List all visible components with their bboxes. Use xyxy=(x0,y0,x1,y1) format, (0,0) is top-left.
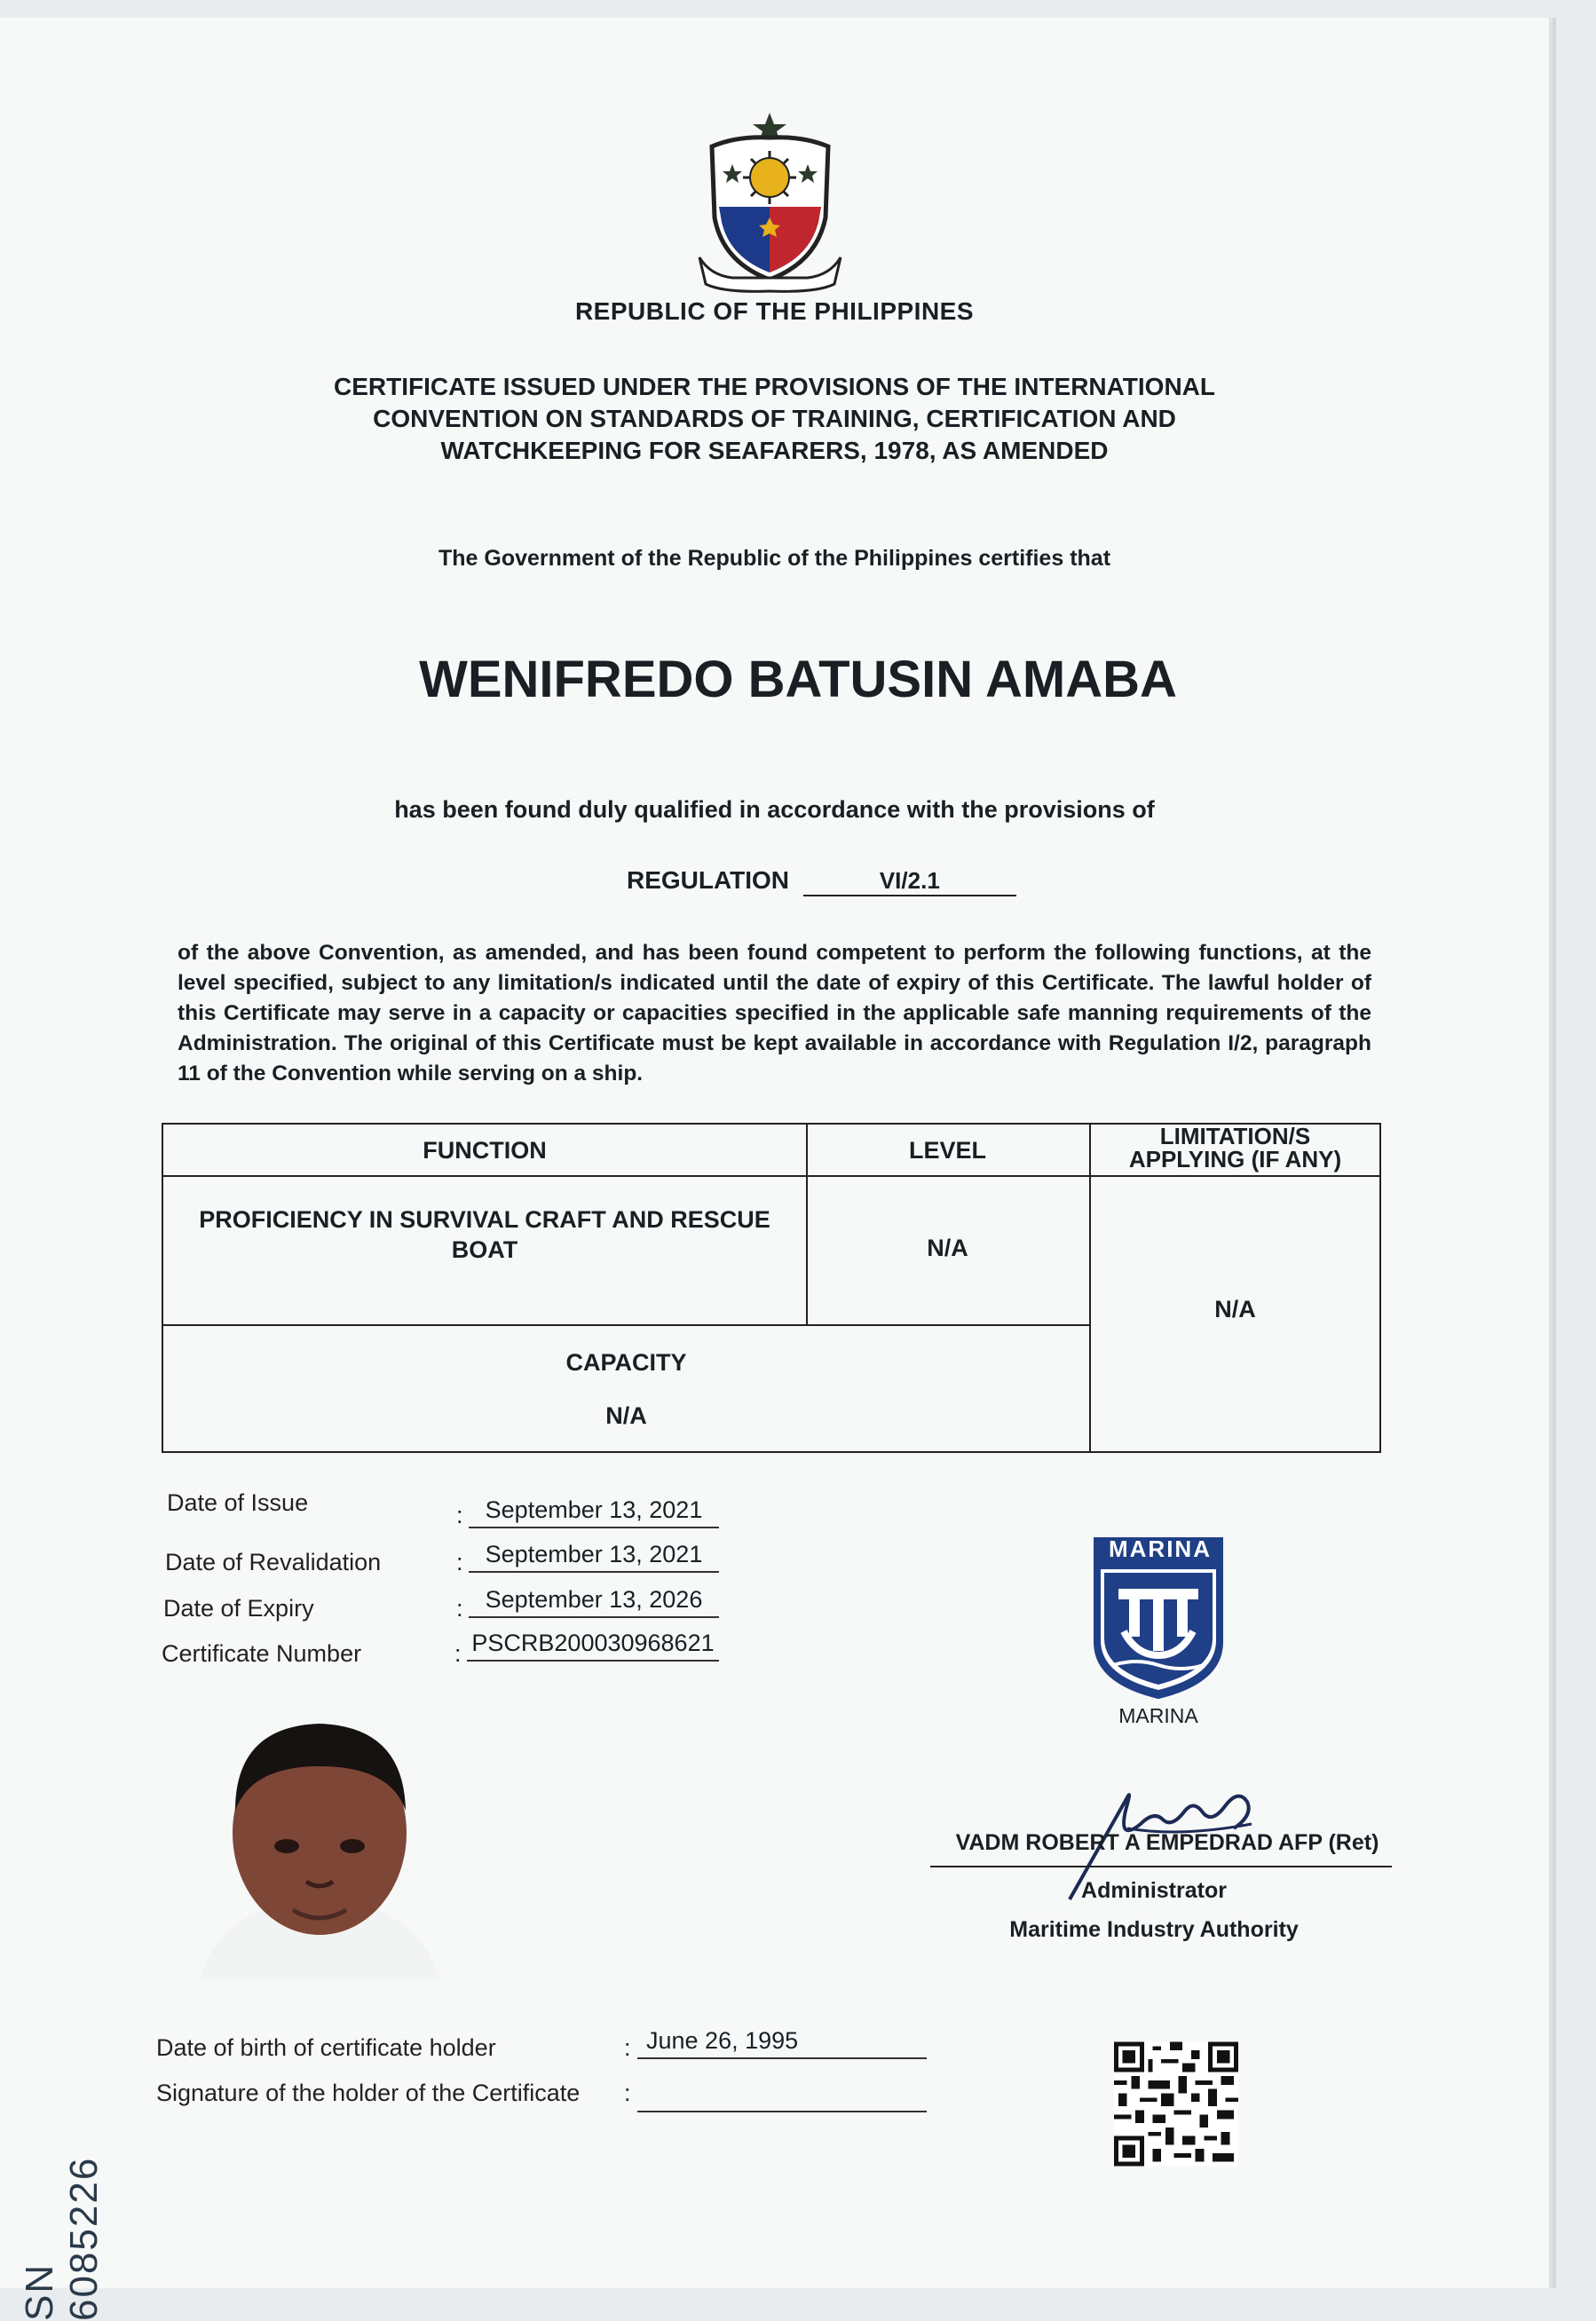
certificate-title-line: CERTIFICATE ISSUED UNDER THE PROVISIONS OF THE INTERNATIONAL xyxy=(333,373,1215,400)
table-divider xyxy=(1089,1125,1091,1451)
function-value-line: BOAT xyxy=(451,1236,518,1263)
regulation-value: VI/2.1 xyxy=(803,867,1016,896)
regulation-row xyxy=(627,866,1016,896)
capacity-value: N/A xyxy=(605,1402,647,1429)
colon: : xyxy=(624,2080,631,2106)
limitation-header-line: LIMITATION/S xyxy=(1159,1123,1311,1149)
signatory-name: VADM ROBERT A EMPEDRAD AFP (Ret) xyxy=(955,1830,1379,1855)
marina-caption: MARINA xyxy=(1118,1704,1198,1727)
function-value-line: PROFICIENCY IN SURVIVAL CRAFT AND RESCUE xyxy=(199,1206,770,1233)
signatory-role: Administrator xyxy=(1081,1878,1227,1903)
qualified-statement: has been found duly qualified in accordance with the provisions of xyxy=(394,796,1155,823)
holder-signature-label: Signature of the holder of the Certificate xyxy=(156,2080,581,2106)
certificate-number-label: Certificate Number xyxy=(162,1640,362,1667)
signature-line xyxy=(930,1866,1392,1867)
country-heading: REPUBLIC OF THE PHILIPPINES xyxy=(574,297,975,325)
table-divider xyxy=(163,1324,1089,1326)
level-value: N/A xyxy=(927,1235,968,1261)
level-header: LEVEL xyxy=(908,1137,986,1164)
serial-number-text: SN 6085226 xyxy=(18,2156,106,2321)
serial-number xyxy=(18,2086,106,2321)
dob-value: June 26, 1995 xyxy=(637,2027,927,2059)
signatory-organization: Maritime Industry Authority xyxy=(1009,1917,1299,1942)
table-divider xyxy=(163,1175,1379,1177)
colon: : xyxy=(456,1502,463,1528)
expiry-date-label: Date of Expiry xyxy=(163,1595,314,1622)
regulation-label: REGULATION xyxy=(627,866,790,894)
colon: : xyxy=(456,1595,463,1622)
revalidation-date-value: September 13, 2021 xyxy=(469,1541,719,1573)
holder-signature-value xyxy=(637,2077,927,2080)
certificate-title-line: CONVENTION ON STANDARDS OF TRAINING, CERTIFICATION AND xyxy=(373,405,1176,432)
limitation-header-line: APPLYING (IF ANY) xyxy=(1128,1146,1342,1172)
convention-body-text: of the above Convention, as amended, and has been found competent to perform the following functions, at the level specified, subject to any limitation/s indicated until the date of expiry of this Certificate. The lawful holder of this Certificate may serve in a capacity or capacities specified in the applicable safe manning requirements of the Administration. The original of this Certificate must be kept available in accordance with Regulation I/2, paragraph 11 of the Convention while serving on a ship. xyxy=(178,941,1371,1086)
revalidation-date-label: Date of Revalidation xyxy=(165,1549,382,1575)
certifies-statement: The Government of the Republic of the Philippines certifies that xyxy=(438,546,1111,571)
function-value xyxy=(172,1204,797,1265)
certificate-title-line: WATCHKEEPING FOR SEAFARERS, 1978, AS AMENDED xyxy=(440,437,1109,464)
marina-logo-text: MARINA xyxy=(1109,1535,1212,1562)
colon: : xyxy=(454,1640,462,1667)
limitation-value: N/A xyxy=(1214,1296,1256,1322)
issue-date-value: September 13, 2021 xyxy=(469,1496,719,1528)
dob-label: Date of birth of certificate holder xyxy=(156,2034,496,2061)
philippine-coat-of-arms-icon xyxy=(692,111,848,293)
colon: : xyxy=(624,2034,631,2061)
holder-signature-line xyxy=(637,2111,927,2112)
function-table xyxy=(162,1123,1381,1453)
issue-date-label: Date of Issue xyxy=(167,1489,309,1516)
qr-code-icon xyxy=(1114,2040,1238,2168)
certificate-page xyxy=(0,18,1549,2321)
holder-photo xyxy=(200,1713,439,1979)
certificate-number-value: PSCRB200030968621 xyxy=(467,1630,719,1662)
function-header: FUNCTION xyxy=(423,1137,547,1164)
expiry-date-value: September 13, 2026 xyxy=(469,1586,719,1618)
colon: : xyxy=(456,1549,463,1575)
capacity-label: CAPACITY xyxy=(565,1349,687,1376)
holder-name: WENIFREDO BATUSIN AMABA xyxy=(419,651,1177,708)
limitation-header xyxy=(1091,1125,1379,1171)
certificate-title xyxy=(266,371,1283,467)
